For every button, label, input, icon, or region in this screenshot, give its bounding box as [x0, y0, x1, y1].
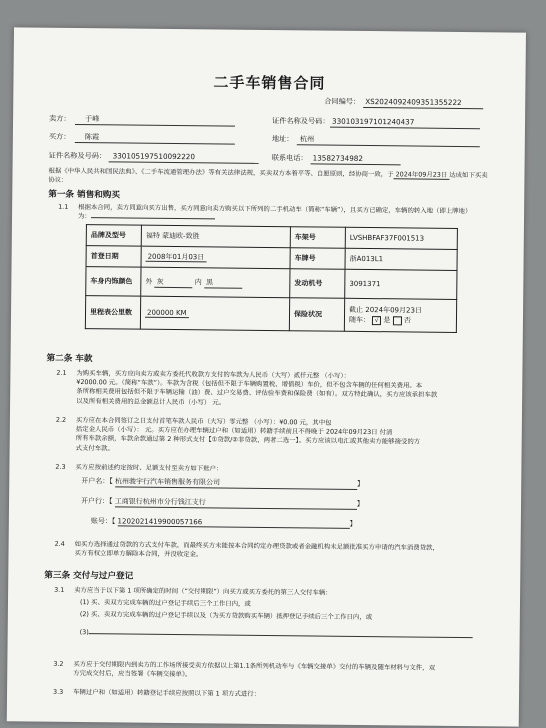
underline — [75, 124, 235, 127]
checkbox-yes[interactable]: √ — [372, 316, 381, 325]
underline — [109, 161, 259, 164]
color-value: 外 灰 内 黑 — [141, 267, 290, 298]
clause-number: 2.4 — [54, 539, 65, 548]
buyer-id-value: 330105197510092220 — [112, 151, 196, 162]
seller-name: 于峰 — [85, 114, 100, 124]
underline — [75, 142, 235, 145]
clause-3-3: 车辆过户和（如适用）转籍登记手续应按照以下第 1 项方式进行： — [73, 687, 261, 698]
mileage-value: 200000 KM — [140, 296, 289, 331]
vin-value: LVSHBFAF37F001513 — [345, 227, 457, 249]
clause-number: 2.3 — [55, 462, 66, 471]
buyer-id-label: 证件名称及号码： — [48, 150, 107, 161]
clause-2-1: 为购买车辆，买方应向卖方或卖方委托代收款方支付的车款为人民币（大写）贰仟元整 （小写）： ¥2000.00 元。（简称“车款”）。车款为含税（包括但不限于车辆购置税、增值税）车价，但不包含车辆的任何相关费用。本 条所称相关费用包括但不限于车辆运输（油）费、过户交易费、评估验车费和保险费（如有）。双方特此确认，买方应该承担车款 以及所有相关费用的总金额总计人民币（小写） 元。 — [76, 368, 438, 407]
buyer-phone-label: 联系电话： — [271, 153, 308, 163]
reg-date-label: 首登日期 — [86, 246, 141, 268]
engine-label: 发动机号 — [290, 269, 345, 299]
buyer-addr-value: 杭州 — [299, 134, 315, 144]
interior-color: 黑 — [204, 277, 242, 288]
plate-label: 车牌号 — [290, 248, 345, 270]
clause-number: 3.1 — [54, 585, 65, 594]
vin-label: 车架号 — [290, 227, 345, 249]
checkbox-no[interactable] — [393, 316, 402, 325]
seller-id-label: 证件名称及号码： — [272, 116, 330, 126]
register-location-blank — [91, 217, 215, 219]
account-name-row: 开户名：【 杭州骏宇行汽车销售服务有限公司 】 — [81, 477, 365, 489]
insurance-until: 截止 2024年09月23日 — [349, 305, 422, 315]
clause-2-2: 买方应在本合同签订之日支付首笔车款人民币（大写）零元整 （小写）：¥0.00 元，其中包 括定金人民币（小写）： 元。买方应在办理车辆过户和（如适用）转籍手续前且不得晚于 2024年09月23日 付清 所有车款余额，车款余款通过第 2 种形式支付【①贷款/②非贷款，两者二选一】。买方应该以电汇或其他卖方能够接受的方 式支付车款。 — [75, 415, 421, 452]
preamble: 根据《中华人民共和国民法典》、《二手车流通管理办法》等有关法律法规，买卖双方本着平等、自愿原则，经协商一致，于 2024年09月23日 达成如下买卖协议： — [48, 166, 488, 185]
page-title: 二手车销售合同 — [213, 73, 326, 93]
bank-row: 开户行：【 工商银行杭州市分行钱江支行 】 — [81, 497, 364, 509]
contract-page — [7, 27, 526, 726]
reg-date-value: 2008年01月03日 — [141, 246, 290, 269]
account-name: 杭州骏宇行汽车销售服务有限公司 — [115, 476, 357, 490]
clause-number: 2.2 — [55, 415, 67, 424]
account-number: 1202021419900057166 — [118, 517, 350, 528]
clause-number: 3.2 — [53, 659, 64, 668]
buyer-phone-value: 13582734982 — [312, 153, 364, 163]
section2-heading: 第二条 车款 — [46, 353, 93, 365]
buyer-label: 买方： — [48, 131, 71, 141]
seller-id-value: 330103197101240437 — [332, 116, 415, 127]
contract-no-label: 合同编号： — [324, 96, 361, 106]
contract-no-value: XS2024092409351355222 — [365, 97, 462, 108]
seller-label: 卖方： — [49, 113, 71, 123]
color-label: 车身内饰颜色 — [86, 267, 141, 297]
preamble-date: 2024年09月23日 — [394, 170, 450, 180]
underline — [311, 163, 401, 165]
section3-heading: 第三条 交付与过户登记 — [44, 570, 134, 582]
insurance-label: 保险状况 — [289, 298, 344, 332]
exterior-color: 灰 — [155, 276, 193, 287]
brand-value: 福特 蒙迪欧-致胜 — [141, 225, 290, 248]
account-no-row: 账号：【 1202021419900057166 】 — [90, 517, 357, 528]
clause-number: 2.1 — [56, 368, 67, 377]
plate-value: 浙A013L1 — [345, 248, 457, 270]
clause-3-1: 卖方应当于以下第 1 项所确定的时间（“交付期限”）向买方或买方委托的第三人交付车辆： (1) 买、卖双方完成车辆的过户登记手续后三个工作日内，或 (2) 买、卖双方完成车辆的过户登记手续以及（为买方贷款购买车辆）抵押登记手续后三个工作日内，或 (3) — [74, 586, 485, 641]
brand-label: 品牌及型号 — [86, 225, 141, 247]
vehicle-table — [85, 224, 458, 333]
buyer-name: 陈霞 — [84, 132, 100, 142]
clause-number: 3.3 — [53, 687, 64, 696]
bank-name: 工商银行杭州市分行钱江支行 — [115, 496, 357, 510]
clause-1-1: 根据本合同，卖方同意向买方出售，买方同意向卖方购买以下所列的二手机动车（简称“车辆”），且买方已确定，车辆的转入地（即上牌地）为： — [77, 203, 472, 221]
section1-heading: 第一条 销售和购买 — [48, 189, 121, 201]
underline — [297, 144, 480, 147]
underline — [330, 127, 480, 130]
clause-2-4: 如买方选择通过贷款的方式支付车款，而最终买方未能按本合同约定办理贷款或者金融机构未足额批准买方申请的汽车消费贷款， 买方有权立即单方解除本合同，并没收定金。 — [74, 539, 439, 559]
clause-3-2: 买方应于交付期限内到卖方的工作场所接受卖方依据以上第1.1条所列机动车与《车辆交接单》交付的车辆及随车材料与文件，双 方完成交付后，应当签署《车辆交接单》。 — [73, 659, 436, 679]
clause-2-3: 买方应按前述约定按时、足额支付至卖方如下账户： — [75, 462, 223, 473]
clause-number: 1.1 — [58, 202, 69, 211]
insurance-value: 截止 2024年09月23日 随车： √ 是 否 — [344, 298, 456, 332]
mileage-label: 里程表公里数 — [85, 296, 140, 330]
buyer-addr-label: 地址： — [271, 134, 294, 144]
underline — [363, 107, 483, 109]
engine-value: 3091371 — [345, 269, 457, 299]
